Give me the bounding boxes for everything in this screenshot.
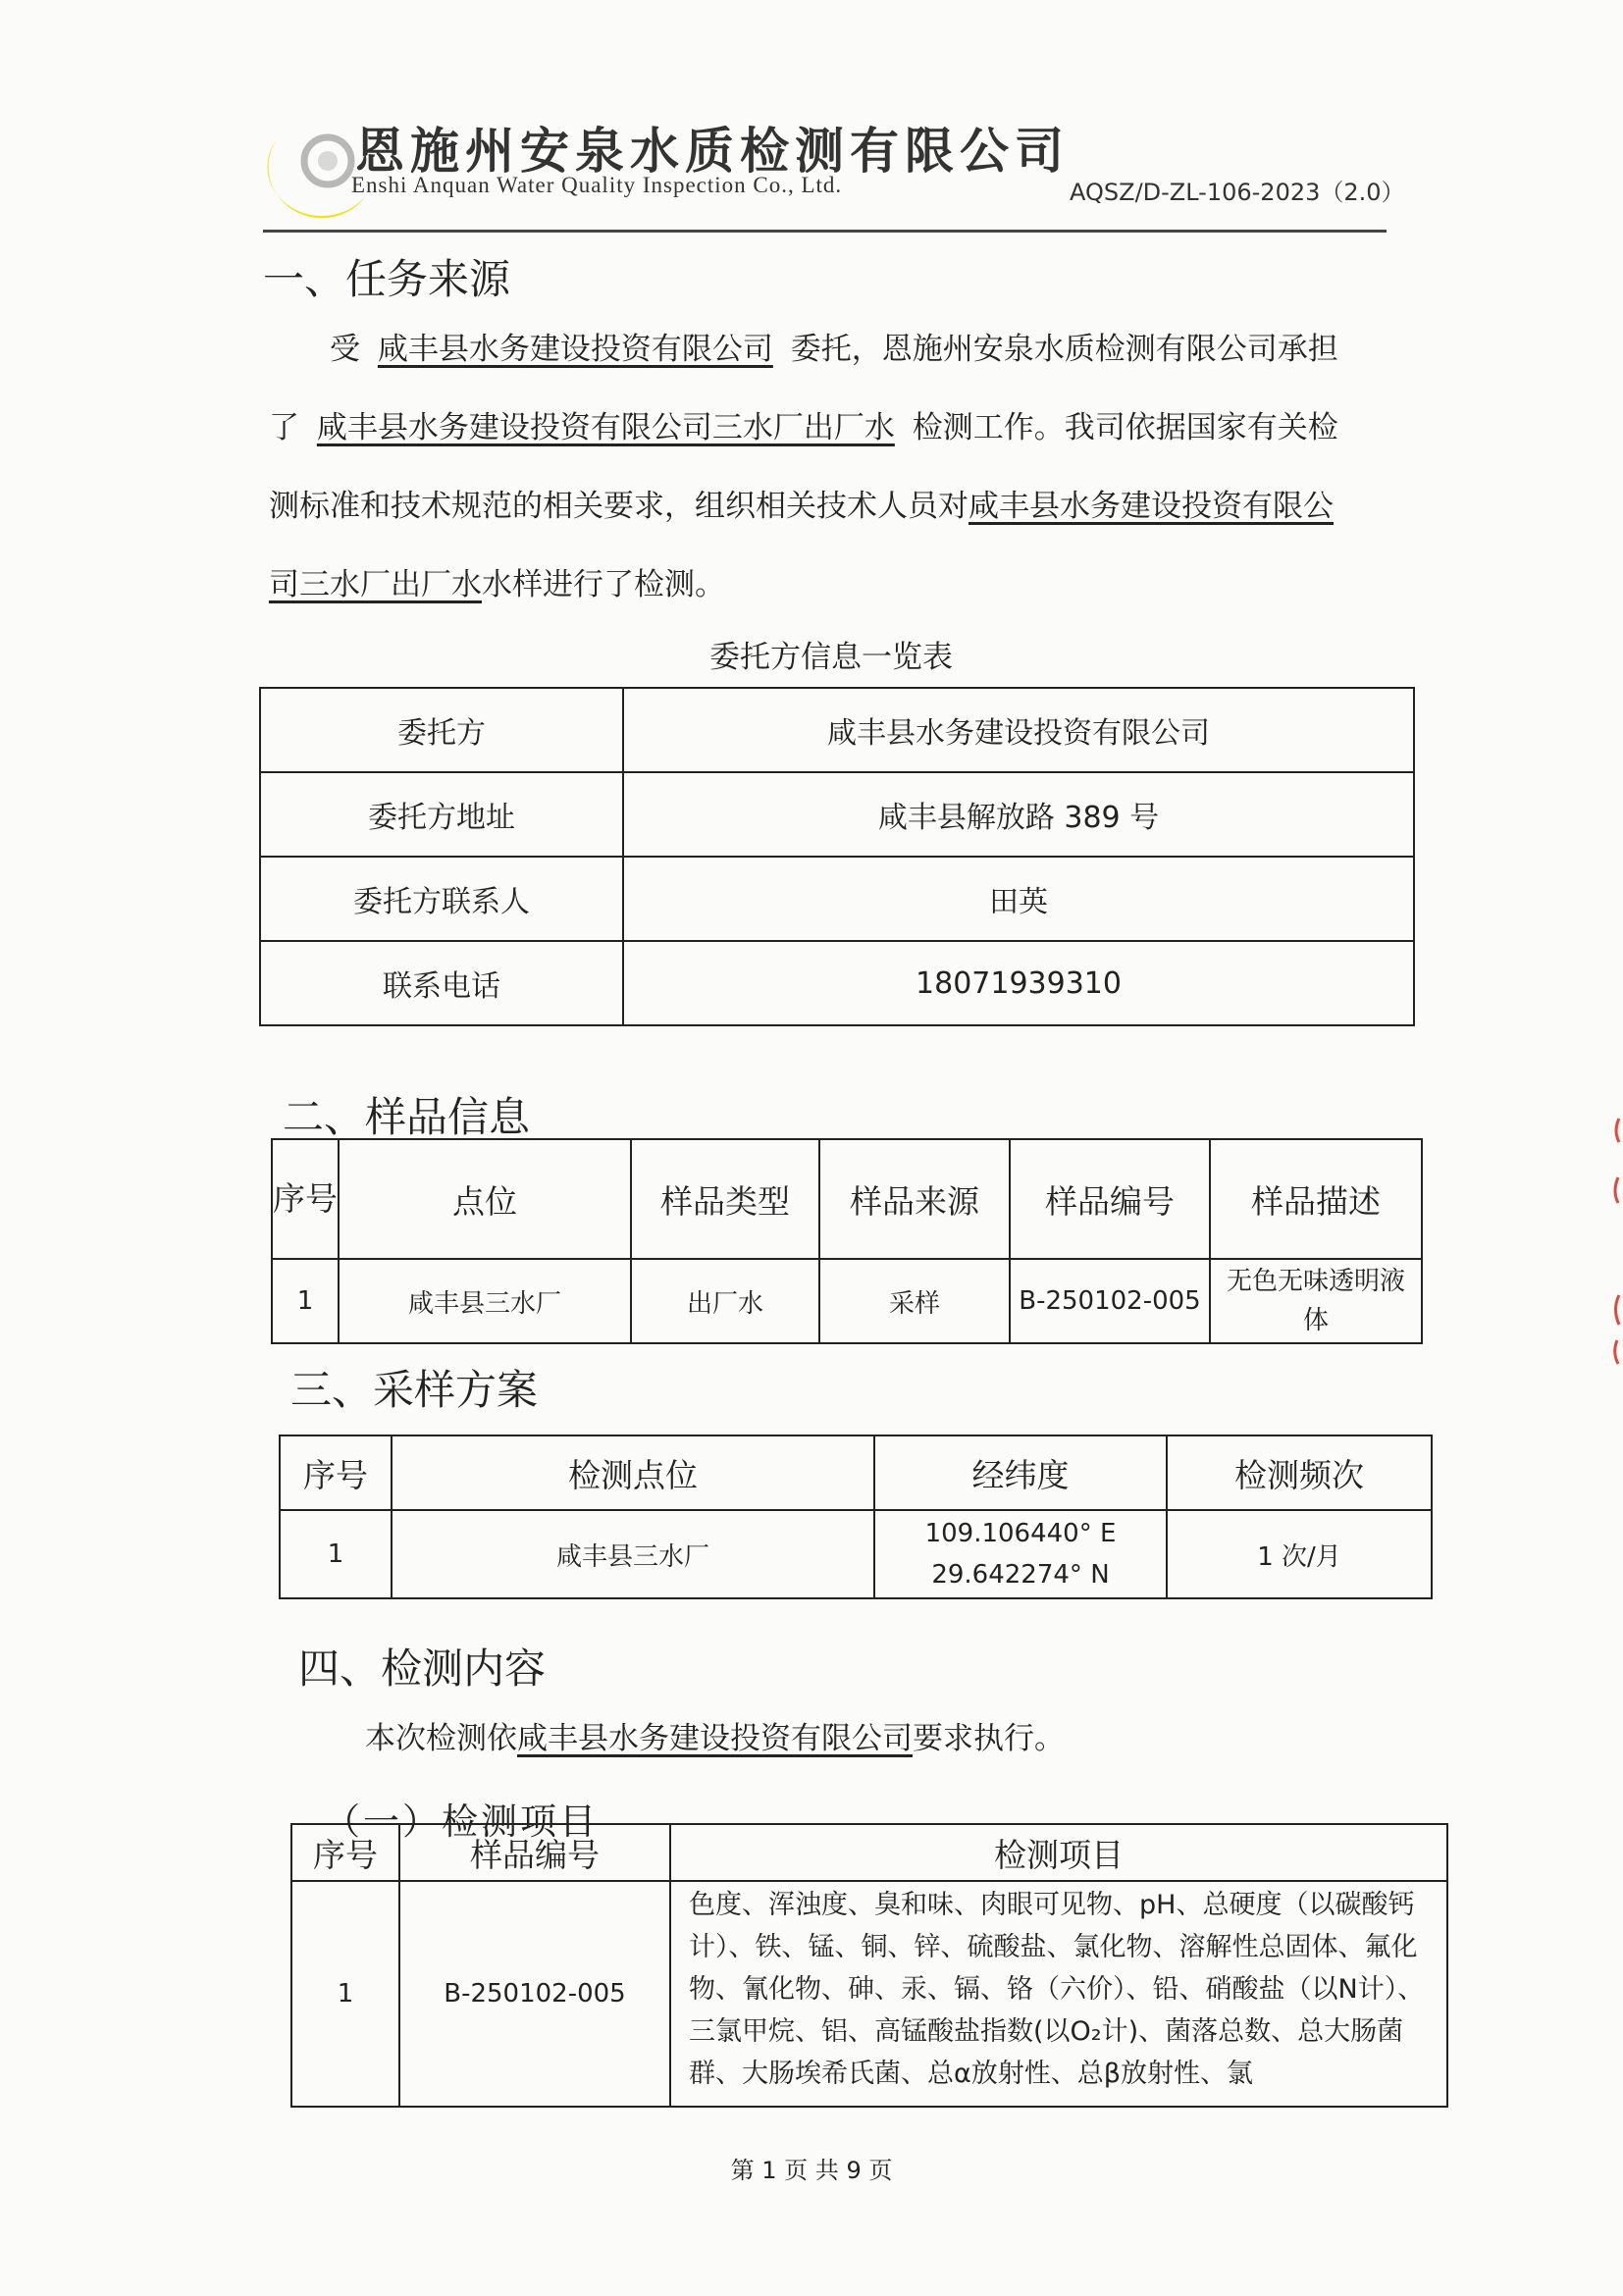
sampling-plan-table [279, 1435, 1433, 1599]
client-table-title: 委托方信息一览表 [709, 640, 953, 675]
phone-value: 18071939310 [623, 941, 1414, 1025]
cell-type: 出厂水 [631, 1259, 819, 1343]
client-label: 委托方 [260, 688, 623, 772]
project-name: 咸丰县水务建设投资有限公司三水厂出厂水 [316, 410, 895, 445]
cell-source: 采样 [819, 1259, 1010, 1343]
cell-frequency: 1 次/月 [1167, 1510, 1432, 1598]
cell-no: 1 [280, 1510, 392, 1598]
cell-coordinates [874, 1510, 1167, 1598]
company-name-en: Enshi Anquan Water Quality Inspection Co., Ltd. [351, 173, 843, 197]
col-site: 检测点位 [392, 1435, 874, 1510]
address-value: 咸丰县解放路 389 号 [623, 772, 1414, 857]
section3-title: 三、采样方案 [290, 1366, 539, 1414]
section1-line2: 了 咸丰县水务建设投资有限公司三水厂出厂水 检测工作。我司依据国家有关检 [269, 410, 1338, 445]
col-type: 样品类型 [631, 1139, 819, 1259]
section1-title: 一、任务来源 [263, 255, 511, 303]
cell-description: 无色无味透明液体 [1210, 1259, 1422, 1343]
section2-title: 二、样品信息 [283, 1093, 531, 1141]
section4-title: 四、检测内容 [298, 1644, 547, 1693]
cell-no: 1 [291, 1881, 399, 2107]
section1-line4: 司三水厂出厂水水样进行了检测。 [269, 567, 725, 602]
page-footer: 第 1 页 共 9 页 [730, 2157, 893, 2184]
client-value: 咸丰县水务建设投资有限公司 [623, 688, 1414, 772]
document-code: AQSZ/D-ZL-106-2023（2.0） [1070, 179, 1405, 206]
longitude: 109.106440° E [924, 1519, 1117, 1548]
sample-info-table [271, 1138, 1423, 1344]
latitude: 29.642274° N [931, 1560, 1110, 1590]
col-no: 序号 [272, 1139, 339, 1259]
col-site: 点位 [339, 1139, 631, 1259]
cell-site: 咸丰县三水厂 [339, 1259, 631, 1343]
col-no: 序号 [280, 1435, 392, 1510]
table-row [291, 1881, 1447, 2107]
col-sample-id: 样品编号 [1010, 1139, 1210, 1259]
section4-intro: 本次检测依咸丰县水务建设投资有限公司要求执行。 [365, 1721, 1065, 1756]
phone-label: 联系电话 [260, 941, 623, 1025]
col-frequency: 检测频次 [1167, 1435, 1432, 1510]
col-source: 样品来源 [819, 1139, 1010, 1259]
company-name-cn: 恩施州安泉水质检测有限公司 [355, 122, 1070, 180]
cell-test-items: 色度、浑浊度、臭和味、肉眼可见物、pH、总硬度（以碳酸钙计）、铁、锰、铜、锌、硫酸盐、氯化物、溶解性总固体、氟化物、氰化物、砷、汞、镉、铬（六价）、铅、硝酸盐（以N计）、三氯甲烷、铝、高锰酸盐指数(以O₂计)、菌落总数、总大肠菌群、大肠埃希氏菌、总α放射性、总β放射性、氯 [670, 1881, 1447, 2107]
cell-sample-id: B-250102-005 [399, 1881, 670, 2107]
col-sample-id: 样品编号 [399, 1824, 670, 1881]
table-row [260, 941, 1414, 1025]
col-no: 序号 [291, 1824, 399, 1881]
table-row [260, 857, 1414, 941]
cell-sample-id: B-250102-005 [1010, 1259, 1210, 1343]
contact-label: 委托方联系人 [260, 857, 623, 941]
table-row [260, 688, 1414, 772]
col-description: 样品描述 [1210, 1139, 1422, 1259]
contact-value: 田英 [623, 857, 1414, 941]
client-info-table [259, 687, 1415, 1026]
table-row [280, 1510, 1432, 1598]
client-name-link: 咸丰县水务建设投资有限公司 [377, 332, 773, 367]
subsection-title: （一）检测项目 [324, 1800, 599, 1843]
cell-no: 1 [272, 1259, 339, 1343]
col-coordinates: 经纬度 [874, 1435, 1167, 1510]
table-row [260, 772, 1414, 857]
table-header-row [291, 1824, 1447, 1881]
section1-line1: 受 咸丰县水务建设投资有限公司 委托，恩施州安泉水质检测有限公司承担 [330, 332, 1338, 367]
table-header-row [272, 1139, 1422, 1259]
table-header-row [280, 1435, 1432, 1510]
section1-line3: 测标准和技术规范的相关要求，组织相关技术人员对咸丰县水务建设投资有限公 [269, 489, 1334, 524]
header-divider [263, 230, 1387, 233]
table-row [272, 1259, 1422, 1343]
cell-site: 咸丰县三水厂 [392, 1510, 874, 1598]
test-items-table [290, 1823, 1448, 2108]
seal-edge-icon [1609, 1109, 1623, 1383]
address-label: 委托方地址 [260, 772, 623, 857]
col-test-items: 检测项目 [670, 1824, 1447, 1881]
